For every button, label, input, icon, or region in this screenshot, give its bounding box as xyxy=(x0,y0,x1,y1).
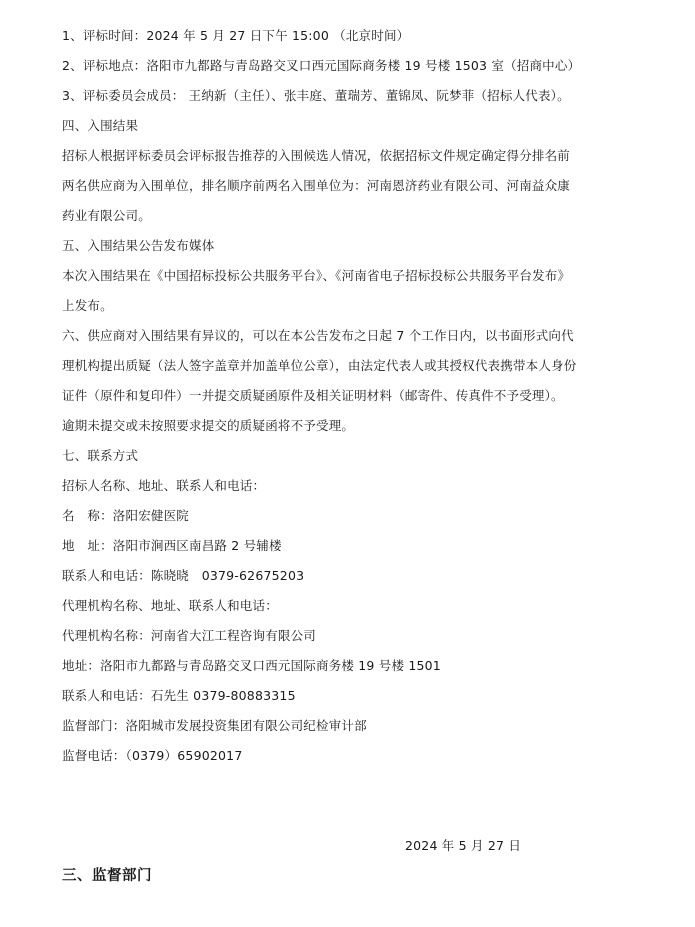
objection-paragraph-line-2: 理机构提出质疑（法人签字盖章并加盖单位公章），由法定代表人或其授权代表携带本人身份 xyxy=(62,358,577,373)
tenderer-contact-phone: 联系人和电话：陈晓晓 0379-62675203 xyxy=(62,568,305,583)
media-paragraph-line-2: 上发布。 xyxy=(62,298,113,313)
section-heading-contact: 七、联系方式 xyxy=(62,448,139,463)
section-heading-results: 四、入围结果 xyxy=(62,118,139,133)
agency-contact-heading: 代理机构名称、地址、联系人和电话： xyxy=(62,598,278,613)
section-heading-supervision: 三、监督部门 xyxy=(62,868,152,884)
agency-address: 地址：洛阳市九都路与青岛路交叉口西元国际商务楼 19 号楼 1501 xyxy=(62,658,441,673)
objection-paragraph-line-1: 六、供应商对入围结果有异议的，可以在本公告发布之日起 7 个工作日内，以书面形式向代 xyxy=(62,328,574,343)
results-paragraph-line-2: 两名供应商为入围单位，排名顺序前两名入围单位为：河南恩济药业有限公司、河南益众康 xyxy=(62,178,571,193)
bid-evaluation-time: 1、评标时间：2024 年 5 月 27 日下午 15:00 （北京时间） xyxy=(62,28,410,43)
supervision-department: 监督部门：洛阳城市发展投资集团有限公司纪检审计部 xyxy=(62,718,367,733)
tenderer-contact-heading: 招标人名称、地址、联系人和电话： xyxy=(62,478,266,493)
supervision-phone: 监督电话：（0379）65902017 xyxy=(62,748,243,763)
objection-paragraph-line-3: 证件（原件和复印件）一并提交质疑函原件及相关证明材料（邮寄件、传真件不予受理）。 xyxy=(62,388,564,403)
tenderer-name: 名 称：洛阳宏健医院 xyxy=(62,508,190,523)
objection-paragraph-line-4: 逾期未提交或未按照要求提交的质疑函将不予受理。 xyxy=(62,418,355,433)
announcement-date: 2024 年 5 月 27 日 xyxy=(405,838,522,853)
section-heading-media: 五、入围结果公告发布媒体 xyxy=(62,238,215,253)
evaluation-committee: 3、评标委员会成员： 王纳新（主任）、张丰庭、董瑞芳、董锦凤、阮梦菲（招标人代表）。 xyxy=(62,88,570,103)
results-paragraph-line-3: 药业有限公司。 xyxy=(62,208,151,223)
tenderer-address: 地 址：洛阳市涧西区南昌路 2 号辅楼 xyxy=(62,538,282,553)
agency-name: 代理机构名称：河南省大江工程咨询有限公司 xyxy=(62,628,317,643)
bid-evaluation-location: 2、评标地点：洛阳市九都路与青岛路交叉口西元国际商务楼 19 号楼 1503 室（招商中心） xyxy=(62,58,581,73)
media-paragraph-line-1: 本次入围结果在《中国招标投标公共服务平台》、《河南省电子招标投标公共服务平台发布》 xyxy=(62,268,571,283)
results-paragraph-line-1: 招标人根据评标委员会评标报告推荐的入围候选人情况，依据招标文件规定确定得分排名前 xyxy=(62,148,571,163)
agency-contact-phone: 联系人和电话：石先生 0379-80883315 xyxy=(62,688,296,703)
